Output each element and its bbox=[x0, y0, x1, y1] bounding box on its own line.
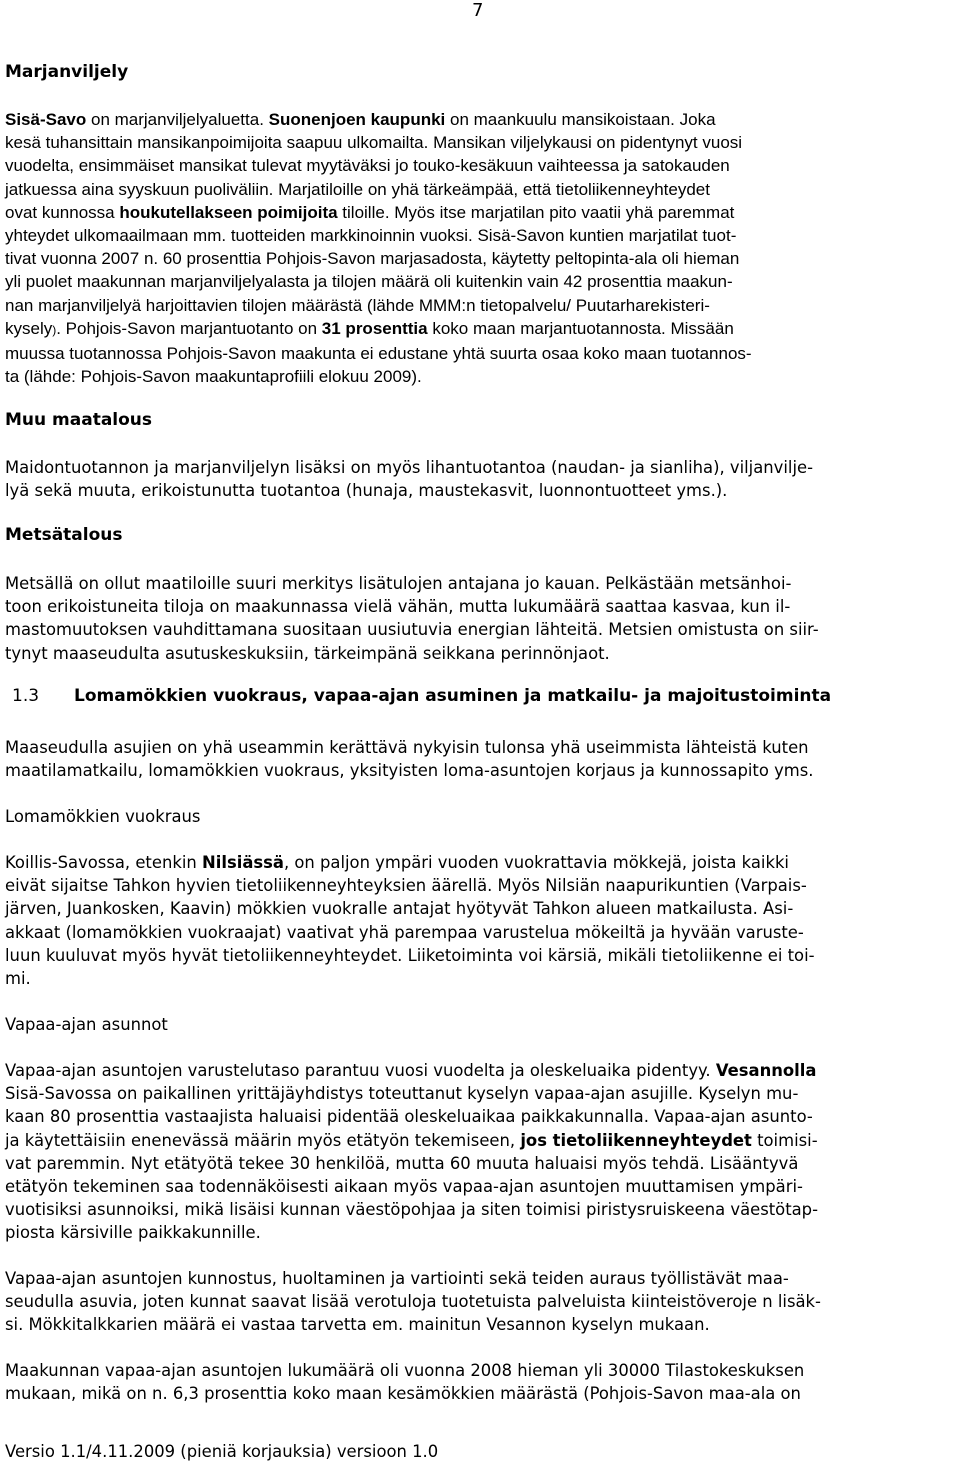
paragraph-metsatalous bbox=[5, 572, 955, 665]
text-run: tivat vuonna 2007 n. 60 prosenttia Pohjois-Savon marjasadosta, käytetty peltopinta-ala oli hieman bbox=[5, 249, 740, 269]
text-run: Koillis-Savossa, etenkin bbox=[5, 853, 202, 872]
text-run: luun kuuluvat myös hyvät tietoliikenneyhteydet. Liiketoiminta voi kärsiä, mikäli tietoliikenne ei toi- bbox=[5, 945, 815, 965]
page-number: 7 bbox=[472, 0, 484, 21]
text-run: kesä tuhansittain mansikanpoimijoita saapuu ulkomailta. Mansikan viljelykausi on pidentynyt vuosi bbox=[5, 133, 743, 153]
section-heading-1-3 bbox=[5, 686, 955, 706]
text-line bbox=[5, 1221, 955, 1244]
text-line bbox=[5, 618, 955, 641]
heading-metsatalous: Metsätalous bbox=[5, 525, 123, 545]
text-run: Maakunnan vapaa-ajan asuntojen lukumäärä oli vuonna 2008 hieman yli 30000 Tilastokeskuksen bbox=[5, 1361, 805, 1380]
paragraph-lomamokkien-vuokraus bbox=[5, 851, 955, 990]
text-line bbox=[5, 365, 955, 388]
bold-text: Suonenjoen kaupunki bbox=[268, 110, 446, 129]
text-line bbox=[5, 294, 955, 317]
text-run: yli puolet maakunnan marjanviljelyalasta ja tilojen määrä oli kuitenkin vain 42 prosenttia maakun- bbox=[5, 272, 733, 292]
paragraph-muu-maatalous bbox=[5, 456, 955, 502]
text-line bbox=[5, 944, 955, 967]
text-line bbox=[5, 1359, 955, 1382]
text-line bbox=[5, 479, 955, 502]
text-run: vuotisiksi asunnoiksi, mikä lisäisi kunnan väestöpohjaa ja siten toimisi piristysruiskeena väestötap- bbox=[5, 1200, 818, 1220]
text-line bbox=[5, 456, 955, 479]
text-run: nan marjanviljelyä harjoittavien tilojen määrästä (lähde MMM:n tietopalvelu/ Puutarharekisteri- bbox=[5, 295, 710, 315]
text-run: koko maan marjantuotannosta. Missään bbox=[427, 318, 734, 338]
text-run: eivät sijaitse Tahkon hyvien tietoliikenneyhteyksien äärellä. Myös Nilsiän naapurikuntien (Varpais- bbox=[5, 876, 807, 896]
text-line bbox=[5, 1082, 955, 1105]
paragraph-vapaa-ajan-3 bbox=[5, 1359, 955, 1405]
text-line bbox=[5, 1129, 955, 1152]
bold-text: Sisä-Savo bbox=[5, 110, 87, 129]
text-run: Maaseudulla asujien on yhä useammin kerättävä nykyisin tulonsa yhä useimmista lähteistä kuten bbox=[5, 738, 809, 757]
text-line bbox=[5, 897, 955, 920]
subheading-vapaa-ajan-asunnot: Vapaa-ajan asunnot bbox=[5, 1015, 168, 1034]
text-line bbox=[5, 224, 955, 247]
text-run: on maankuulu mansikoistaan. Joka bbox=[445, 110, 716, 129]
section-title: Lomamökkien vuokraus, vapaa-ajan asuminen ja matkailu- ja majoitustoiminta bbox=[74, 686, 832, 706]
text-run: toon erikoistuneita tiloja on maakunnassa vielä vähän, mutta lukumäärä saattaa kasvaa, kun il- bbox=[5, 597, 791, 617]
text-line bbox=[5, 642, 955, 665]
paragraph-vapaa-ajan-1 bbox=[5, 1059, 955, 1245]
text-run: muussa tuotannossa Pohjois-Savon maakunta ei edustane yhtä suurta osaa koko maan tuotannos- bbox=[5, 344, 752, 364]
text-line bbox=[5, 921, 955, 944]
text-run: vuodelta, ensimmäiset mansikat tulevat myytäväksi jo touko-kesäkuun vaihteessa ja satokauden bbox=[5, 156, 730, 176]
text-run: Metsällä on ollut maatiloille suuri merkitys lisätulojen antajana jo kauan. Pelkästään metsänhoi- bbox=[5, 574, 792, 593]
text-run: mukaan, mikä on n. 6,3 prosenttia koko maan kesämökkien määrästä (Pohjois-Savon maa-ala on bbox=[5, 1384, 801, 1404]
bold-text: houkutellakseen poimijoita bbox=[119, 202, 338, 222]
subheading-lomamokkien-vuokraus: Lomamökkien vuokraus bbox=[5, 807, 201, 826]
text-run: seudulla asuvia, joten kunnat saavat lisää verotuloja tuotetuista palveluista kiinteistöveroje n lisäk- bbox=[5, 1292, 821, 1312]
paragraph-section-intro bbox=[5, 736, 955, 782]
text-run: Sisä-Savossa on paikallinen yrittäjäyhdistys toteuttanut kyselyn vapaa-ajan asujille. Kyselyn mu- bbox=[5, 1084, 799, 1104]
text-run: piosta kärsiville paikkakunnille. bbox=[5, 1223, 261, 1243]
text-run: tynyt maaseudulta asutuskeskuksiin, tärkeimpänä seikkana perinnönjaot. bbox=[5, 643, 610, 663]
text-line bbox=[5, 967, 955, 990]
heading-marjanviljely: Marjanviljely bbox=[5, 62, 129, 82]
text-run: Vapaa-ajan asuntojen varustelutaso parantuu vuosi vuodelta ja oleskeluaika pidentyy. bbox=[5, 1061, 716, 1080]
text-line bbox=[5, 1382, 955, 1405]
text-run: , on paljon ympäri vuoden vuokrattavia mökkejä, joista kaikki bbox=[283, 853, 789, 872]
text-line bbox=[5, 1152, 955, 1175]
text-line bbox=[5, 1267, 955, 1290]
bold-text: jos tietoliikenneyhteydet bbox=[520, 1130, 752, 1150]
text-line bbox=[5, 572, 955, 595]
text-run: maatilamatkailu, lomamökkien vuokraus, yksityisten loma-asuntojen korjaus ja kunnossapito yms. bbox=[5, 761, 814, 781]
text-run: ta (lähde: Pohjois-Savon maakuntaprofiili elokuu 2009). bbox=[5, 367, 422, 387]
text-run: jatkuessa aina syyskuun puoliväliin. Marjatiloille on yhä tärkeämpää, että tietoliikenneyhteydet bbox=[5, 179, 710, 199]
text-line bbox=[5, 342, 955, 365]
text-run: mastomuutoksen vauhdittamana suositaan uusiutuvia energian lähteitä. Metsien omistusta on siir- bbox=[5, 620, 819, 640]
text-run: Vapaa-ajan asuntojen kunnostus, huoltaminen ja vartiointi sekä teiden auraus työllistävät maa- bbox=[5, 1269, 789, 1288]
text-run: tiloille. Myös itse marjatilan pito vaatii yhä paremmat bbox=[337, 202, 735, 222]
bold-text: Vesannolla bbox=[715, 1061, 817, 1080]
text-line bbox=[5, 1105, 955, 1128]
text-line bbox=[5, 154, 955, 177]
text-run: si. Mökkitalkkarien määrä ei vastaa tarvetta em. mainitun Vesannon kyselyn mukaan. bbox=[5, 1315, 710, 1335]
text-line bbox=[5, 851, 955, 874]
text-line bbox=[5, 1198, 955, 1221]
text-run: ja käytettäisiin enenevässä määrin myös etätyön tekemiseen, bbox=[5, 1130, 521, 1150]
text-line bbox=[5, 1059, 955, 1082]
text-run: yhteydet ulkomaailmaan mm. tuotteiden markkinoinnin vuoksi. Sisä-Savon kuntien marjatilat tuot- bbox=[5, 226, 737, 246]
text-line bbox=[5, 108, 955, 131]
text-run: Maidontuotannon ja marjanviljelyn lisäksi on myös lihantuotantoa (naudan- ja sianliha), viljanvilje- bbox=[5, 458, 814, 477]
text-line bbox=[5, 759, 955, 782]
text-line bbox=[5, 1313, 955, 1336]
text-run: mi. bbox=[5, 969, 31, 989]
text-run: kysely bbox=[5, 318, 53, 338]
section-number: 1.3 bbox=[12, 686, 40, 706]
bold-text: Nilsiässä bbox=[201, 853, 284, 872]
text-line bbox=[5, 595, 955, 618]
heading-muu-maatalous: Muu maatalous bbox=[5, 410, 153, 430]
bold-text: 31 prosenttia bbox=[321, 318, 428, 338]
text-line bbox=[5, 317, 955, 342]
text-line bbox=[5, 1175, 955, 1198]
text-run: järven, Juankosken, Kaavin) mökkien vuokralle antajat hyötyvät Tahkon alueen matkailusta. Asi- bbox=[5, 899, 794, 919]
text-line bbox=[5, 247, 955, 270]
text-run: akkaat (lomamökkien vuokraajat) vaativat yhä parempaa varustelua mökeiltä ja hyvään varuste- bbox=[5, 922, 804, 942]
text-line bbox=[5, 178, 955, 201]
text-run: . Pohjois-Savon marjantuotanto on bbox=[56, 318, 322, 338]
text-run: lyä sekä muuta, erikoistunutta tuotantoa (hunaja, maustekasvit, luonnontuotteet yms.). bbox=[5, 481, 728, 501]
text-run: toimisi- bbox=[751, 1130, 818, 1150]
text-run: on marjanviljelyaluetta. bbox=[86, 110, 269, 129]
text-run: ) bbox=[52, 322, 57, 337]
paragraph-marjanviljely bbox=[5, 108, 955, 388]
text-line bbox=[5, 270, 955, 293]
text-run: ovat kunnossa bbox=[5, 202, 120, 222]
text-line bbox=[5, 736, 955, 759]
text-line bbox=[5, 131, 955, 154]
footer-version: Versio 1.1/4.11.2009 (pieniä korjauksia) versioon 1.0 bbox=[5, 1442, 439, 1461]
text-run: vat paremmin. Nyt etätyötä tekee 30 henkilöä, mutta 60 muuta haluaisi myös tehdä. Lisääntyvä bbox=[5, 1153, 799, 1173]
text-run: etätyön tekeminen saa todennäköisesti aikaan myös vapaa-ajan asuntojen muuttamisen ympäri- bbox=[5, 1177, 803, 1197]
text-run: kaan 80 prosenttia vastaajista haluaisi pidentää oleskeluaikaa paikkakunnalla. Vapaa-ajan asunto- bbox=[5, 1107, 813, 1127]
text-line bbox=[5, 874, 955, 897]
text-line bbox=[5, 1290, 955, 1313]
paragraph-vapaa-ajan-2 bbox=[5, 1267, 955, 1337]
text-line bbox=[5, 201, 955, 224]
